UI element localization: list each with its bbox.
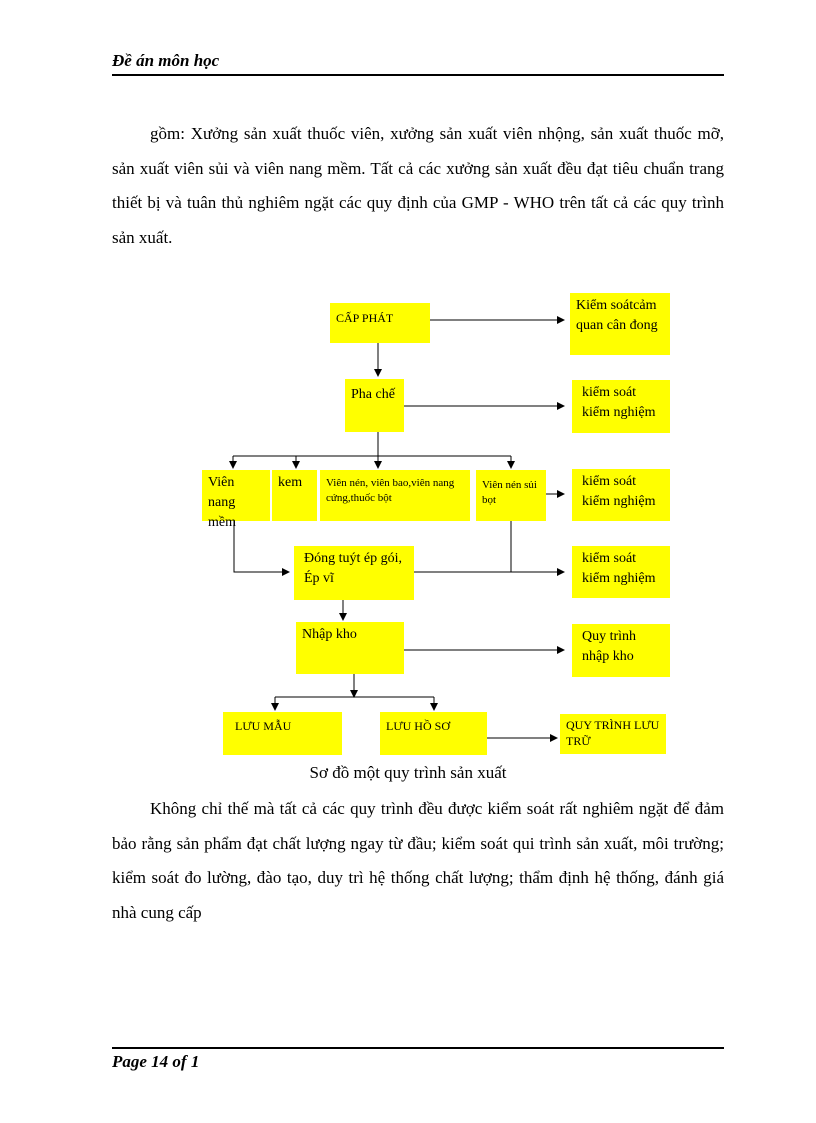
box-kiem-soat-kiem-nghiem-2: kiểm soát kiểm nghiệm [572,469,670,521]
box-vien-nen-vien-bao: Viên nén, viên bao,viên nang cứng,thuốc bột [320,470,470,521]
box-luu-mau: LƯU MẪU [223,712,342,755]
box-kiem-soat-kiem-nghiem-3: kiểm soát kiểm nghiệm [572,546,670,598]
paragraph-conclusion: Không chỉ thế mà tất cả các quy trình đều được kiểm soát rất nghiêm ngặt để đảm bảo rằng sản phẩm đạt chất lượng ngay từ đầu; kiểm soát qui trình sản xuất, môi trường; kiểm soát đo lường, đào tạo, duy trì hệ thống chất lượng; thẩm định hệ thống, đánh giá nhà cung cấp [112,799,724,922]
box-vien-nen-sui-bot: Viên nén sủi bọt [476,470,546,521]
box-pha-che: Pha chế [345,379,404,432]
box-quy-trinh-luu-tru: QUY TRÌNH LƯU TRỮ [560,714,666,754]
header-title: Đề án môn học [112,51,220,70]
box-quy-trinh-nhap-kho: Quy trình nhập kho [572,624,670,677]
box-nhap-kho: Nhập kho [296,622,404,674]
box-cap-phat: CẤP PHÁT [330,303,430,343]
line-suibot-down [414,520,511,572]
box-luu-ho-so: LƯU HỒ SƠ [380,712,487,755]
box-kem: kem [272,470,317,521]
footer-rule [112,1047,724,1049]
box-dong-tuyt: Đóng tuýt ép gói, Ép vĩ [294,546,414,600]
box-kiem-soat-cam-quan: Kiểm soátcảm quan cân đong [570,293,670,355]
diagram-caption: Sơ đồ một quy trình sản xuất [309,763,507,782]
arrow-viennangmem-to-dongtuyt [234,520,289,572]
box-vien-nang-mem: Viên nang mềm [202,470,270,521]
box-kiem-soat-kiem-nghiem-1: kiểm soát kiểm nghiệm [572,380,670,433]
paragraph-intro: gồm: Xưởng sản xuất thuốc viên, xưởng sản xuất viên nhộng, sản xuất thuốc mỡ, sản xuất viên sủi và viên nang mềm. Tất cả các xưởng sản xuất đều đạt tiêu chuẩn trang thiết bị và tuân thủ nghiêm ngặt các quy định của GMP - WHO trên tất cả các quy trình sản xuất. [112,124,724,247]
page-number: Page 14 of 1 [112,1052,200,1071]
